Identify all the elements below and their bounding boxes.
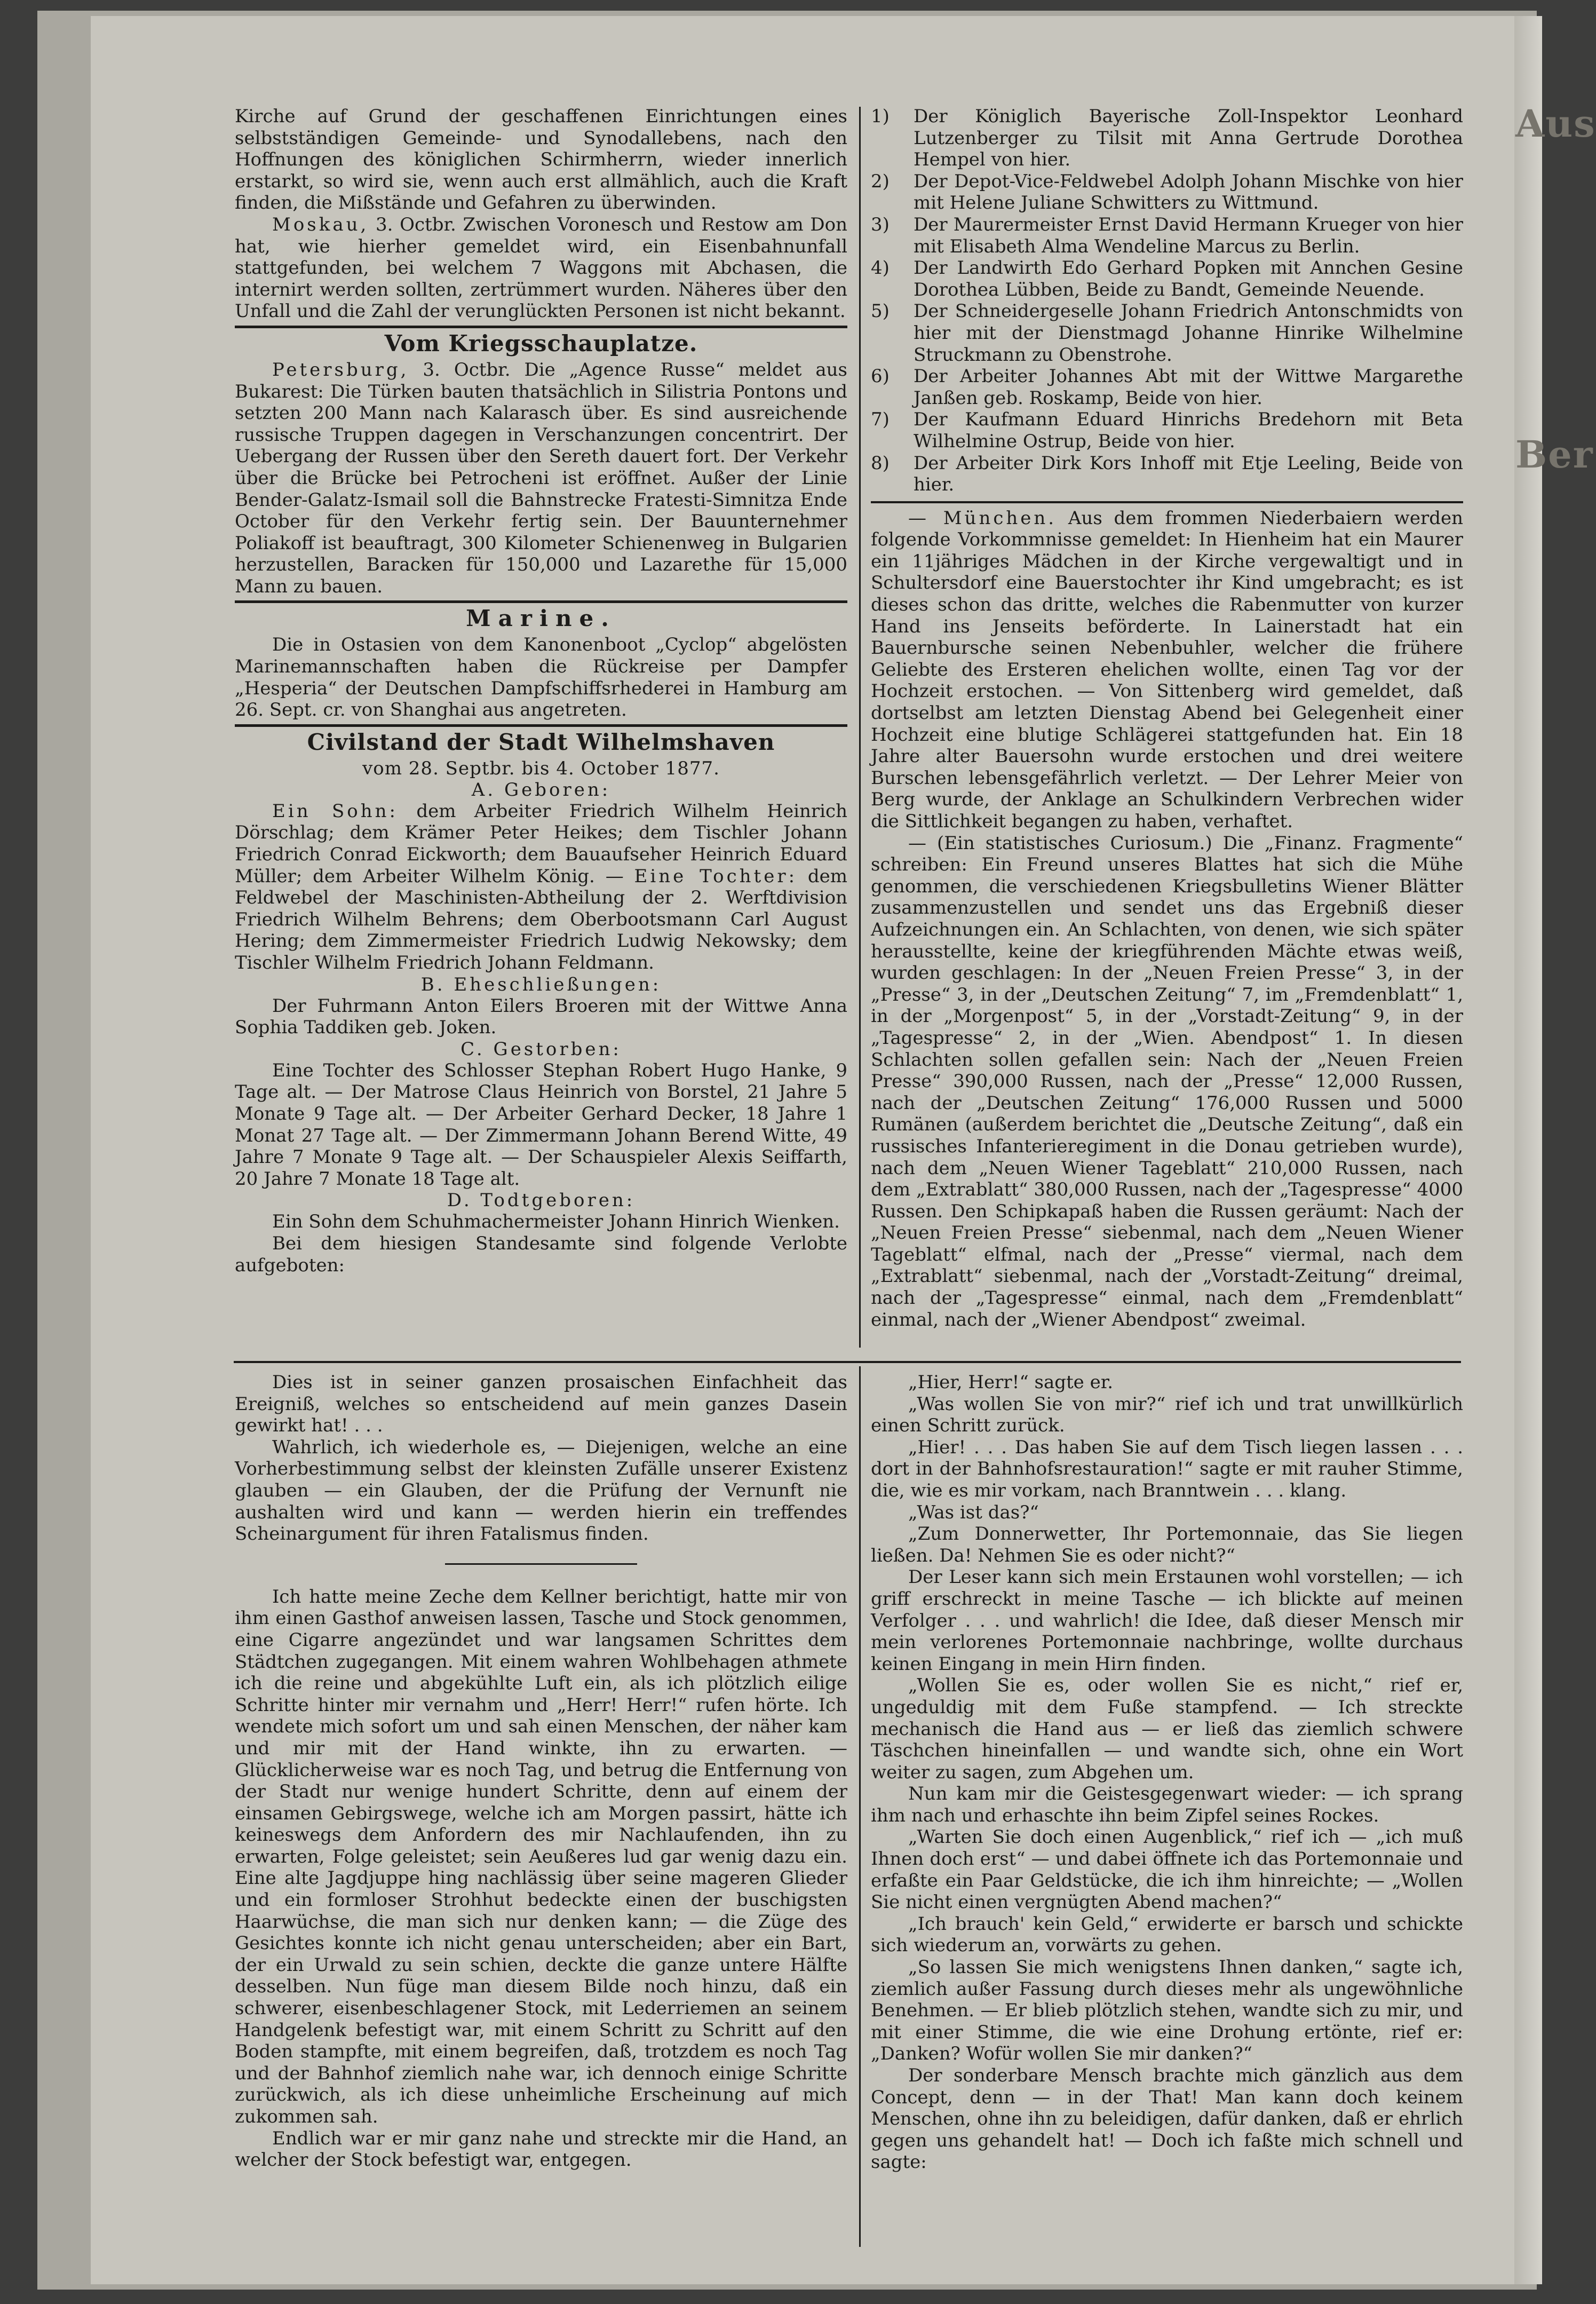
lower-column-rule [859,1366,861,2247]
feuilleton-left-p1: Dies ist in seiner ganzen prosaischen Einfachheit das Ereigniß, welches so entscheidend auf mein ganzes Dasein gewirkt hat! . . . [235,1372,847,1437]
intro-paragraph: Kirche auf Grund der geschaffenen Einrichtungen eines selbstständigen Gemeinde- und Synodallebens, nach den Hoffnungen des königlichen Schirmherrn, wieder innerlich erstarkt, so wird sie, wenn auch erst allmählich, auch die Kraft finden, die Mißstände und Gefahren zu überwinden. [235,106,847,214]
ehe-text: Der Fuhrmann Anton Eilers Broeren mit der Wittwe Anna Sophia Taddiken geb. Joken. [235,995,847,1039]
todtgeboren-text: Ein Sohn dem Schuhmachermeister Johann Hinrich Wienken. [272,1211,840,1233]
feuilleton-right-p5: „Zum Donnerwetter, Ihr Portemonnaie, das Sie liegen ließen. Da! Nehmen Sie es oder nicht?“ [871,1523,1463,1566]
verlobte-text: Der Maurermeister Ernst David Hermann Krueger von hier mit Elisabeth Alma Wendeline Marcus zu Berlin. [914,213,1463,257]
civilstand-heading: Civilstand der Stadt Wilhelmshaven [235,724,847,756]
feuilleton-right-p12: Der sonderbare Mensch brachte mich gänzlich aus dem Concept, denn — in der That! Man kann doch keinem Menschen, ohne ihn zu beleidigen, dafür danken, daß er ehrlich gegen uns gehandelt hat! — Doch ich faßte mich schnell und sagte: [871,2065,1463,2173]
verlobte-item [871,106,1463,171]
moskau-report [235,214,847,322]
curiosum-text: — (Ein statistisches Curiosum.) Die „Finanz. Fragmente“ schreiben: Ein Freund unseres Blattes hat sich die Mühe genommen, die verschiedenen Kriegsbulletins Wiener Blätter zusammenzustellen und sendet uns das Ergebniß dieser Aufzeichnungen ein. An Schlachten, von denen, wie sich später herausstellte, keine der kriegführenden Mächte etwas weiß, wurden geschlagen: In der „Neuen Freien Presse“ 3, in der „Presse“ 3, in der „Deutschen Zeitung“ 7, im „Fremdenblatt“ 1, in der „Morgenpost“ 5, in der „Vorstadt-Zeitung“ 9, in der „Tagespresse“ 2, in der „Wien. Abendpost“ 1. In diesen Schlachten sollen gefallen sein: Nach der „Neuen Freien Presse“ 390,000 Russen, nach der „Presse“ 12,000 Russen, nach der „Deutschen Zeitung“ 176,000 Russen und 5000 Rumänen (außerdem berichtet die „Deutsche Zeitung“, daß ein russisches Infanterieregiment in die Donau getrieben wurde), nach dem „Neuen Wiener Tageblatt“ 210,000 Russen, nach dem „Extrablatt“ 380,000 Russen, nach der „Tagespresse“ 4000 Russen. Den Schipkapaß haben die Russen geräumt: Nach der „Neuen Freien Presse“ siebenmal, nach dem „Neuen Wiener Tageblatt“ elfmal, nach der „Presse“ viermal, nach dem „Extrablatt“ siebenmal, nach der „Vorstadt-Zeitung“ dreimal, nach der „Tagespresse“ einmal, nach dem „Fremdenblatt“ einmal, nach der „Wiener Abendpost“ zweimal. [871,832,1463,1331]
marine-text: Die in Ostasien von dem Kanonenboot „Cyclop“ abgelösten Marinemannschaften haben die Rückreise per Dampfer „Hesperia“ der Deutschen Dampfschiffsrhederei in Hamburg am 26. Sept. cr. von Shanghai aus angetreten. [235,634,847,721]
petersburg-report [235,359,847,598]
verlobte-num: 1) [871,106,890,127]
feuilleton-right-p6: Der Leser kann sich mein Erstaunen wohl vorstellen; — ich griff erschreckt in meine Tasche — ich blickte auf meinen Verfolger . . . und wahrlich! die Idee, daß dieser Mensch mir mein verlorenes Portemonnaie nachbringe, wollte durchaus keinen Eingang in mein Hirn finden. [871,1566,1463,1675]
facing-page-edge [1514,16,1596,2284]
feuilleton-right-p9: „Warten Sie doch einen Augenblick,“ rief ich — „ich muß Ihnen doch erst“ — und dabei öffnete ich das Portemonnaie und erfaßte ein Paar Geldstücke, die ich ihm hinreichte; — „Wollen Sie nicht einen vergnügten Abend machen?“ [871,1826,1463,1913]
verlobte-text: Der Arbeiter Dirk Kors Inhoff mit Etje Leeling, Beide von hier. [914,452,1463,496]
verlobte-text: Der Kaufmann Eduard Hinrichs Bredehorn mit Beta Wilhelmine Ostrup, Beide von hier. [914,409,1463,452]
petersburg-dateline: Petersburg, [272,359,409,381]
feuilleton-right-p8: Nun kam mir die Geistesgegenwart wieder: — ich sprang ihm nach und erhaschte ihn beim Zipfel seines Rockes. [871,1783,1463,1826]
verlobte-item [871,409,1463,452]
section-b-heading: B. Eheschließungen: [420,973,662,995]
geboren-sohn-label: Ein Sohn: [272,800,398,822]
petersburg-text: 3. Octbr. Die „Agence Russe“ meldet aus Bukarest: Die Türken bauten thatsächlich in Silistria Pontons und setzten 200 Mann nach Kalarasch über. Es sind ausreichende russische Truppen dagegen in Verschanzungen concentrirt. Der Uebergang der Russen über den Sereth dauert fort. Der Verkehr über die Brücke bei Petrocheni ist eröffnet. Außer der Linie Bender-Galatz-Ismail soll die Bahnstrecke Fratesti-Simnitza Ende October für den Verkehr fertig sein. Der Bauunternehmer Poliakoff ist beauftragt, 300 Kilometer Schienenweg in Bulgarien herzustellen, Baracken für 150,000 und Lazarethe für 15,000 Mann zu bauen. [235,359,847,597]
scene-break-rule [445,1563,637,1565]
moskau-text: 3. Octbr. Zwischen Voronesch und Restow am Don hat, wie hierher gemeldet wird, ein Eisenbahnunfall stattgefunden, bei welchem 7 Waggons mit Abchasen, die internirt werden sollten, zertrümmert wurden. Näheres über den Unfall und die Zahl der verunglückten Personen ist nicht bekannt. [235,213,847,322]
gestorben-text: Eine Tochter des Schlosser Stephan Robert Hugo Hanke, 9 Tage alt. — Der Matrose Claus Heinrich von Borstel, 21 Jahre 5 Monate 9 Tage alt. — Der Arbeiter Gerhard Decker, 18 Jahre 1 Monat 27 Tage alt. — Der Zimmermann Johann Berend Witte, 49 Jahre 7 Monate 9 Tage alt. — Der Schauspieler Alexis Seiffarth, 20 Jahre 7 Monate 18 Tage alt. [235,1059,847,1190]
upper-left-column [235,106,847,1355]
feuilleton-right-column [871,1372,1463,2258]
upper-column-rule [859,107,861,1348]
verlobte-item [871,171,1463,214]
verlobte-item [871,366,1463,409]
verlobte-item [871,453,1463,496]
feuilleton-right-p7: „Wollen Sie es, oder wollen Sie es nicht,“ rief er, ungeduldig mit dem Fuße stampfend. — Ich streckte mechanisch die Hand aus — er ließ das ziemlich schwere Täschchen hineinfallen — und wandte sich, ohne ein Wort weiter zu sagen, zum Abgehen um. [871,1675,1463,1783]
newspaper-page [91,16,1596,2284]
section-c-heading: C. Gestorben: [460,1038,622,1060]
ghost-letters-2: Ber [1515,432,1594,477]
feuilleton-right-p3: „Hier! . . . Das haben Sie auf dem Tisch liegen lassen . . . dort in der Bahnhofsrestauration!“ sagte er mit rauher Stimme, die, wie es mir vorkam, nach Branntwein . . . klang. [871,1436,1463,1501]
verlobte-intro: Bei dem hiesigen Standesamte sind folgende Verlobte aufgeboten: [235,1232,847,1276]
verlobte-text: Der Depot-Vice-Feldwebel Adolph Johann Mischke von hier mit Helene Juliane Schwitters zu Wittmund. [914,170,1463,214]
moskau-dateline: Moskau, [272,213,369,235]
feuilleton-divider [234,1361,1461,1363]
verlobte-num: 7) [871,409,890,431]
verlobte-text: Der Landwirth Edo Gerhard Popken mit Annchen Gesine Dorothea Lübben, Beide zu Bandt, Gemeinde Neuende. [914,257,1463,300]
verlobte-text: Der Schneidergeselle Johann Friedrich Antonschmidts von hier mit der Dienstmagd Johanne Hinrike Wilhelmine Struckmann zu Obenstrohe. [914,300,1463,366]
civilstand-period: vom 28. Septbr. bis 4. October 1877. [362,757,720,779]
verlobte-text: Der Königlich Bayerische Zoll-Inspektor Leonhard Lutzenberger zu Tilsit mit Anna Gertrude Dorothea Hempel von hier. [914,106,1463,171]
verlobte-num: 2) [871,170,890,192]
feuilleton-right-p4: „Was ist das?“ [908,1501,1039,1523]
feuilleton-right-p1: „Hier, Herr!“ sagte er. [908,1372,1114,1393]
muenchen-report [871,508,1463,833]
verlobte-num: 8) [871,452,890,474]
verlobte-item [871,214,1463,257]
verlobte-num: 4) [871,257,890,279]
section-rule [871,501,1463,503]
verlobte-item [871,300,1463,366]
muenchen-text: Aus dem frommen Niederbaiern werden folgende Vorkommnisse gemeldet: In Hienheim hat ein Maurer ein 11jähriges Mädchen in der Kirche vergewaltigt und in Schultersdorf eine Bauerstochter ihr Kind umgebracht; es ist dieses schon das dritte, welches die Rabenmutter von kurzer Hand ins Jenseits beförderte. In Lainerstadt hat ein Bauernbursche seinen Nebenbuhler, welcher die frühere Geliebte des Ersteren ehelichen wollte, einen Tag vor der Hochzeit erstochen. — Von Sittenberg wird gemeldet, daß dortselbst am letzten Dienstag Abend bei Gelegenheit einer Hochzeit eine blutige Schlägerei stattgefunden hat. Ein 18 Jahre alter Bauersohn wurde erstochen und drei weitere Burschen lebensgefährlich verletzt. — Der Lehrer Meier von Berg wurde, der Anklage an Schulkindern Verbrechen wider die Sittlichkeit begangen zu haben, verhaftet. [871,507,1464,832]
verlobte-num: 6) [871,366,890,387]
verlobte-num: 3) [871,213,890,235]
ghost-letters-1: Aus [1515,101,1596,146]
feuilleton-left-p2: Wahrlich, ich wiederhole es, — Diejenigen, welche an eine Vorherbestimmung selbst der kleinsten Zufälle unserer Existenz glauben — ein Glauben, der die Prüfung der Vernunft nie aushalten wird und kann — werden hierin ein treffendes Scheinargument für ihren Fatalismus finden. [235,1436,847,1545]
feuilleton-right-p2: „Was wollen Sie von mir?“ rief ich und trat unwillkürlich einen Schritt zurück. [871,1393,1463,1437]
verlobte-item [871,257,1463,300]
verlobte-num: 5) [871,300,890,322]
geboren-tochter-label: Eine Tochter: [634,865,798,887]
marine-heading: Marine. [235,600,847,632]
section-d-heading: D. Todtgeboren: [447,1190,636,1212]
geboren-sohn-text: dem Arbeiter Friedrich Wilhelm Heinrich Dörschlag; dem Krämer Peter Heikes; dem Tischler Johann Friedrich Conrad Eickworth; dem Bauaufseher Heinrich Eduard Müller; dem Arbeiter Wilhelm König. — [235,800,847,887]
muenchen-dateline: — München. [908,507,1057,529]
section-a-heading: A. Geboren: [471,779,611,801]
verlobte-text: Der Arbeiter Johannes Abt mit der Wittwe Margarethe Janßen geb. Roskamp, Beide von hier. [914,366,1463,409]
feuilleton-left-p3: Ich hatte meine Zeche dem Kellner berichtigt, hatte mir von ihm einen Gasthof anweisen lassen, Tasche und Stock genommen, eine Cigarre angezündet und war langsamen Schrittes dem Städtchen zugegangen. Mit einem wahren Wohlbehagen athmete ich die reine und abgekühlte Luft ein, als ich plötzlich eilige Schritte hinter mir vernahm und „Herr! Herr!“ rufen hörte. Ich wendete mich sofort um und sah einen Menschen, der näher kam und mir mit der Hand winkte, ihn zu erwarten. — Glücklicherweise war es noch Tag, und betrug die Entfernung von der Stadt nur wenige hundert Schritte, denn auf einem der einsamen Gebirgswege, welche ich am Morgen passirt, hätte ich keineswegs dem Anfordern des mir Nachlaufenden, ihn zu erwarten, Folge geleistet; sein Aeußeres lud gar wenig dazu ein. Eine alte Jagdjuppe hing nachlässig über seine mageren Glieder und ein formloser Strohhut bedeckte einen der buschigsten Haarwüchse, die man sich nur denken kann; — die Züge des Gesichtes konnte ich nicht genau unterscheiden; aber ein Bart, der ein Urwald zu sein schien, deckte die ganze untere Hälfte desselben. Nun füge man diesem Bilde noch hinzu, daß ein schwerer, eisenbeschlagener Stock, mit Lederriemen an seinem Handgelenk befestigt war, mit einem Schritt zu Schritt auf den Boden stampfte, mit einem begreifen, daß, trotzdem es noch Tag und der Bahnhof ziemlich nahe war, ich dennoch einige Schritte zurückwich, als ich diese unheimliche Erscheinung auf mich zukommen sah. [235,1586,847,2127]
feuilleton-right-p11: „So lassen Sie mich wenigstens Ihnen danken,“ sagte ich, ziemlich außer Fassung durch dieses mehr als ungewöhnliche Benehmen. — Er blieb plötzlich stehen, wandte sich zu mir, und mit einer Stimme, die wie eine Drohung ertönte, rief er: „Danken? Wofür wollen Sie mir danken?“ [871,1957,1463,2065]
feuilleton-right-p10: „Ich brauch' kein Geld,“ erwiderte er barsch und schickte sich wiederum an, vorwärts zu gehen. [871,1913,1463,1957]
verlobte-list [871,106,1463,496]
geboren-list [235,801,847,974]
upper-right-column [871,106,1463,1355]
geboren-tochter-text: dem Feldwebel der Maschinisten-Abtheilung der 2. Werftdivision Friedrich Wilhelm Behrens; dem Oberbootsmann Carl August Hering; dem Zimmermeister Friedrich Ludwig Nekowsky; dem Tischler Wilhelm Friedrich Johann Feldmann. [235,865,848,973]
feuilleton-left-column [235,1372,847,2258]
feuilleton-left-p4: Endlich war er mir ganz nahe und streckte mir die Hand, an welcher der Stock befestigt war, entgegen. [235,2127,847,2171]
kriegsschauplatz-heading: Vom Kriegsschauplatze. [235,326,847,357]
